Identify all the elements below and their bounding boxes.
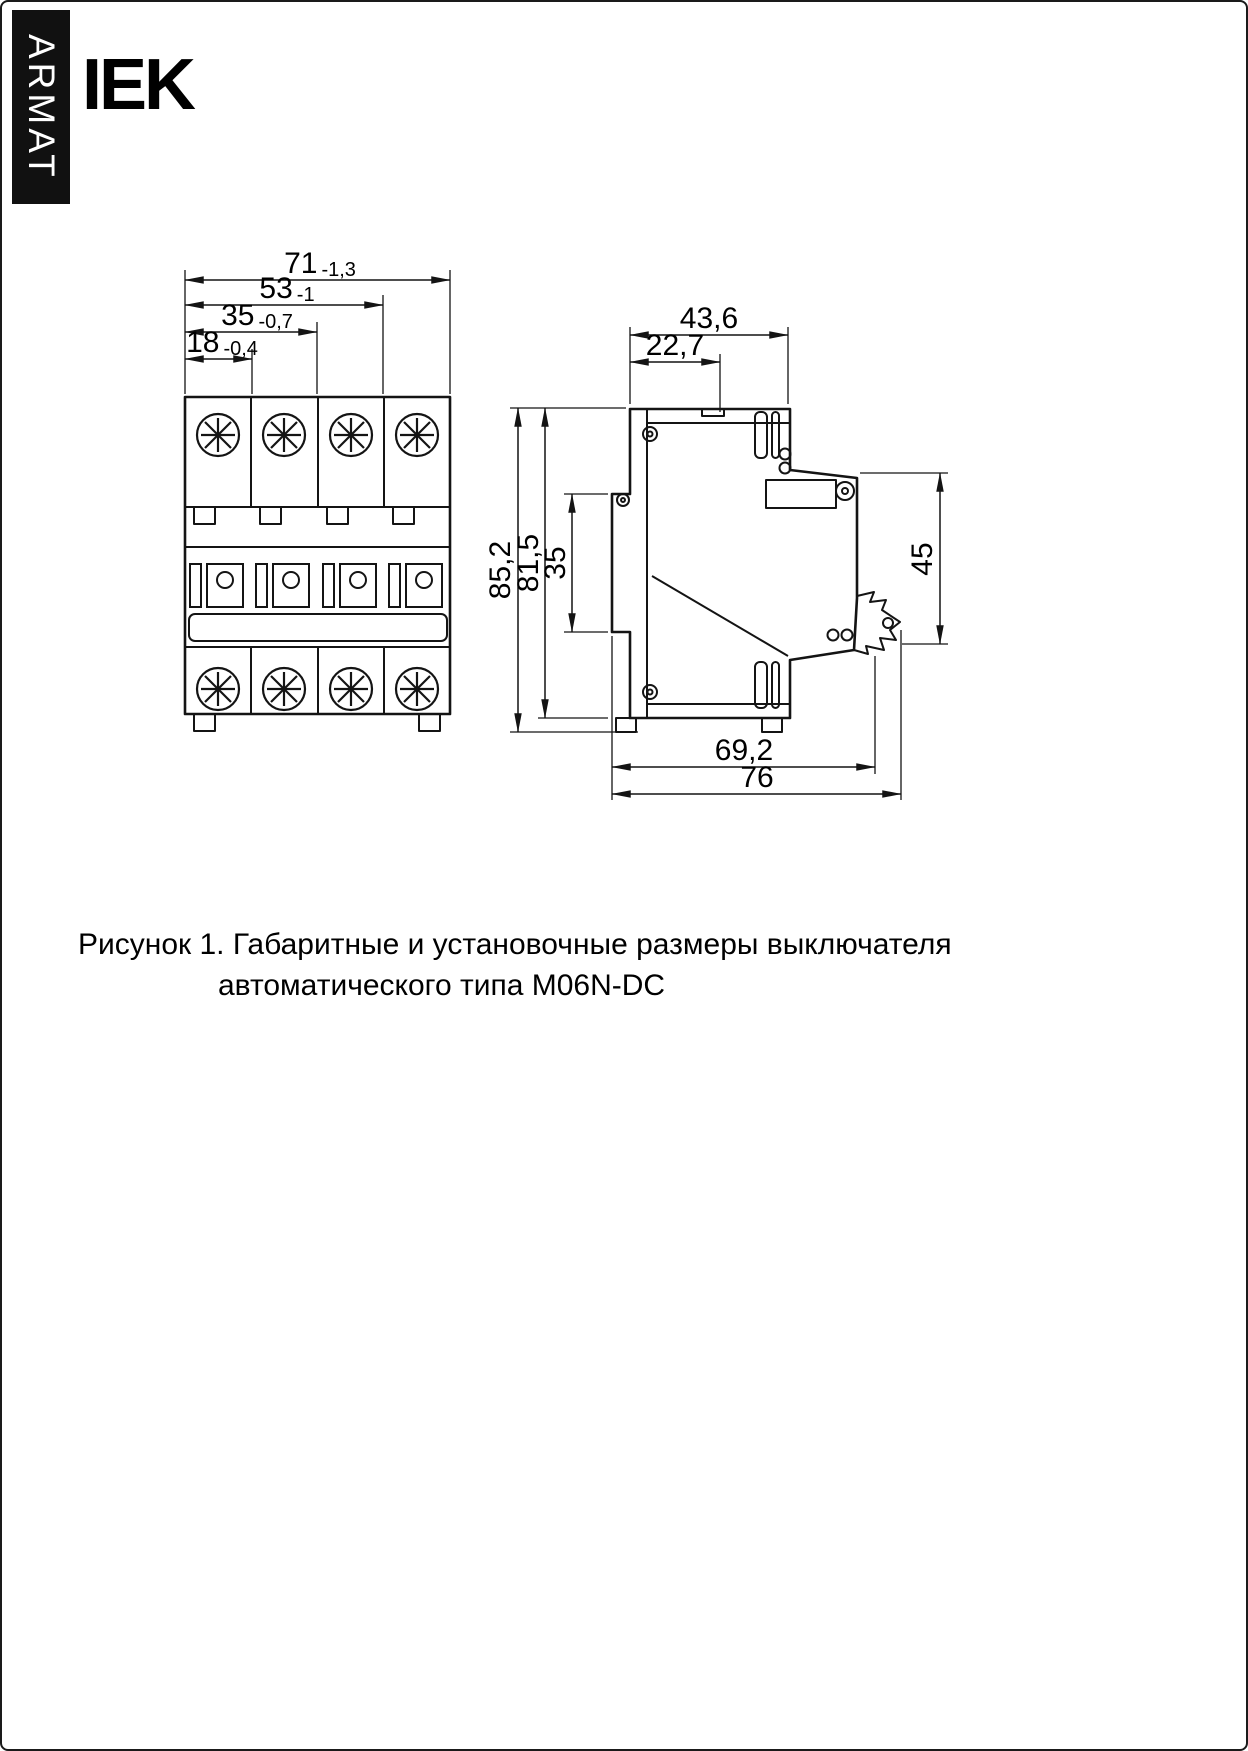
side-view-body [612,409,900,732]
toggle-handle-icon [389,564,442,607]
figure-caption [78,924,952,1006]
armat-brand-text: ARMAT [21,33,62,181]
dim-width-1-module: 18 -0,4 [186,326,258,360]
dim-width-total: 71 -1,3 [284,247,356,281]
dim-height-total: 85,2 [484,540,517,600]
dim-top-inner-depth: 22,7 [645,329,705,362]
screw-terminal-icon [396,668,438,710]
screw-terminal-icon [330,668,372,710]
iek-logo: IEK [82,45,194,125]
dim-height-body: 81,5 [512,533,545,593]
toggle-handle-icon [190,564,243,607]
din-rail-latch [854,592,900,654]
front-view [185,247,450,731]
side-view-din-slots [755,412,779,708]
figure-caption-line2: автоматического типа M06N-DC [218,969,666,1002]
label-window [766,480,836,508]
dim-width-3-modules: 53 -1 [259,272,315,306]
figure-caption-line1: Рисунок 1. Габаритные и установочные размеры выключателя [78,928,952,961]
side-view-rivets [617,427,854,699]
screw-terminal-icon [330,414,372,456]
dim-width-2-modules: 35 -0,7 [221,299,293,333]
toggle-handle-icon [323,564,376,607]
screw-terminal-icon [197,668,239,710]
dim-height-front-face: 35 [539,546,572,580]
dim-top-depth: 43,6 [679,302,739,335]
screw-terminal-icon [197,414,239,456]
technical-drawings [2,2,1248,902]
front-view-toggles [189,564,447,641]
side-view [484,302,948,800]
screw-terminal-icon [263,668,305,710]
screw-terminal-icon [263,414,305,456]
front-view-dimensions [185,247,450,394]
toggle-handle-icon [256,564,309,607]
dim-height-rear: 45 [906,542,939,576]
toggle-tie-bar [189,614,447,641]
screw-terminal-icon [396,414,438,456]
dim-bottom-depth: 69,2 [714,734,774,767]
dim-bottom-total-depth: 76 [740,761,774,794]
side-view-dimensions [484,302,948,800]
